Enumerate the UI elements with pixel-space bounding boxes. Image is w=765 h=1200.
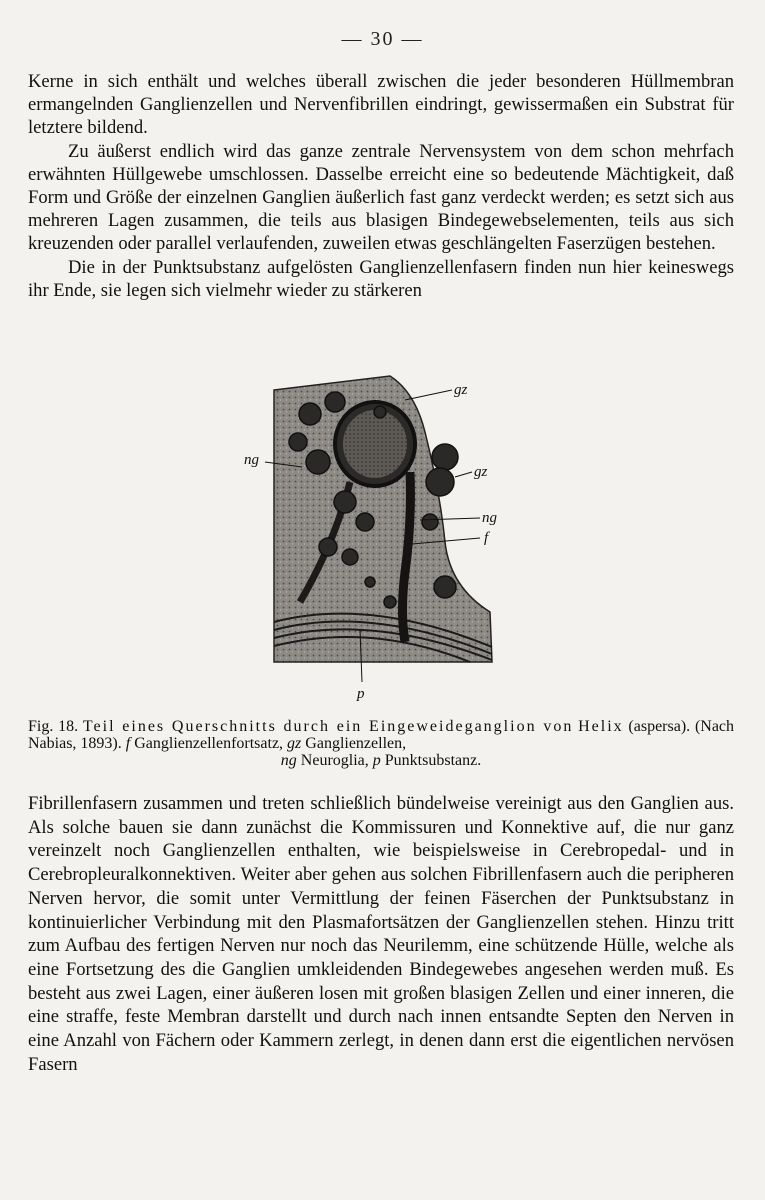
figure-18 <box>240 372 530 712</box>
label-f: f <box>484 530 489 546</box>
caption-ng-text: Neuroglia, <box>300 752 369 769</box>
caption-species: Helix <box>578 718 624 735</box>
caption-fig-number: Fig. 18. <box>28 718 79 735</box>
caption-ng-symbol: ng <box>280 752 297 769</box>
caption-gz-text: Ganglienzellen, <box>305 735 407 752</box>
caption-gz-symbol: gz <box>287 735 302 752</box>
label-p: p <box>357 686 365 702</box>
ganglion-cross-section-illustration <box>240 372 530 712</box>
caption-last-line <box>28 752 734 769</box>
caption-title: Teil eines Querschnitts durch ein Eingeweideganglion von <box>82 718 574 735</box>
label-ng-left: ng <box>244 452 259 468</box>
top-text-block <box>28 70 734 302</box>
paragraph-envelope-tissue: Zu äußerst endlich wird das ganze zentrale Nervensystem von dem schon mehrfach erwähnten Hüllgewebe umschlossen. Dasselbe erreicht eine so bedeutende Mächtigkeit, daß Form und Größe der einzelnen Ganglien äußerlich fast ganz verdeckt werden; es setzt sich aus mehreren Lagen zusammen, die teils aus blasigen Bindegewebselementen, teils aus sich kreuzenden oder parallel verlaufenden, zuweilen etwas geschlängelten Faserzügen bestehen. <box>28 140 734 255</box>
label-gz-mid: gz <box>474 464 488 480</box>
caption-p-symbol: p <box>372 752 381 769</box>
caption-p-text: Punktsubstanz. <box>384 752 482 769</box>
paragraph-punktsubstanz: Die in der Punktsubstanz aufgelösten Ganglienzellenfasern finden nun hier keineswegs ihr Ende, sie legen sich vielmehr wieder zu stärkeren <box>28 256 734 301</box>
caption-source: (Nach Nabias, 1893). <box>28 718 735 752</box>
label-ng-right: ng <box>482 510 497 526</box>
caption-species-suffix: (aspersa). <box>628 718 691 735</box>
paragraph-fibrillenfasern: Fibrillenfasern zusammen und treten schließlich bündelweise vereinigt aus den Ganglien aus. Als solche bauen sie dann zunächst die Kommissuren und Konnektive auf, die nur ganz vereinzelt noch Ganglienzellen enthalten, wie beispielsweise in Cerebropedal- und in Cerebropleuralkonnektiven. Weiter aber gehen aus solchen Fibrillenfasern auch die peripheren Nerven hervor, die somit unter Vermittlung der feinen Fäserchen der Punktsubstanz in kontinuierlicher Verbindung mit den Plasmafortsätzen der Ganglienzellen stehen. Hinzu tritt zum Aufbau des fertigen Nerven nur noch das Neurilemm, eine schützende Hülle, welche als eine Fortsetzung des die Ganglien umkleidenden Bindegewebes angesehen werden muß. Es besteht aus zwei Lagen, einer äußeren losen mit großen blasigen Zellen und einer inneren, die eine straffe, feste Membran darstellt und durch nach innen entsandte Septen den Nerven in eine Anzahl von Fächern oder Kammern zerlegt, in denen dann erst die eigentlichen nervösen Fasern <box>28 793 734 1075</box>
figure-caption <box>28 718 734 769</box>
label-gz-top: gz <box>454 382 468 398</box>
bottom-text-block <box>28 792 734 1076</box>
caption-f-text: Ganglienzellenfortsatz, <box>134 735 284 752</box>
paragraph-continuation: Kerne in sich enthält und welches überall zwischen die jeder besonderen Hüllmembran ermangelnden Ganglienzellen und Nervenfibrillen eindringt, gewissermaßen ein Substrat für letztere bildend. <box>28 71 734 139</box>
caption-f-symbol: f <box>125 735 131 752</box>
page-number: — 30 — <box>341 28 424 50</box>
